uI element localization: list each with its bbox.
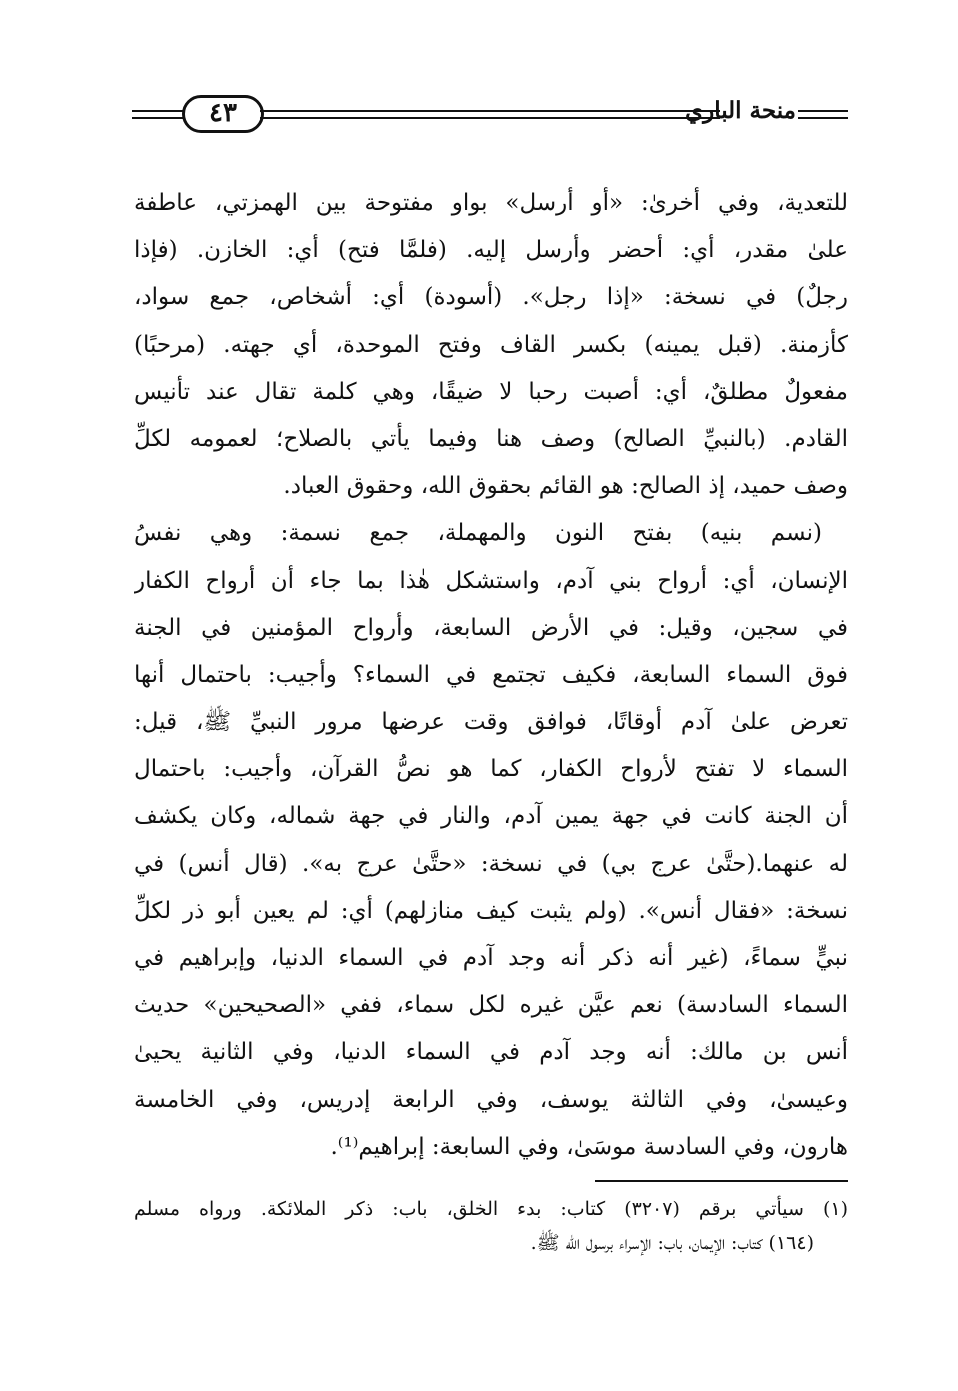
header-rule-right	[798, 110, 848, 119]
text-line: علىٰ مقدر، أي: أحضر وأرسل إليه. (فلمَّا فتح) أي: الخازن. (فإذا	[134, 237, 848, 264]
text-line: مفعولٌ مطلقٌ، أي: أصبت رحبا لا ضيقًا، وهي كلمة تقال عند تأنيس	[134, 378, 848, 405]
text-line: تعرض علىٰ آدم أوقاتًا، فوافق وقت عرضها مرور النبيِّ ﷺ، قيل:	[134, 709, 848, 736]
text-line: أن الجنة كانت في جهة يمين آدم، والنار في جهة شماله، وكان يكشف	[134, 803, 848, 830]
text-line: أنس بن مالك: أنه وجد آدم في السماء الدنيا، وفي الثانية يحيىٰ	[134, 1039, 848, 1066]
text-line: القادم. (بالنبيِّ الصالح) وصف هنا وفيما يأتي بالصلاح؛ لعمومه لكلِّ	[134, 425, 848, 452]
text-line: رجلٌ) في نسخة: «إذا رجل». (أسودة) أي: أشخاص، جمع سواد،	[134, 284, 848, 311]
text-line: كأزمنة. (قبل يمينه) بكسر القاف وفتح الموحدة، أي جهته. (مرحبًا)	[134, 331, 848, 358]
body-text	[134, 180, 848, 1171]
header-rule-middle	[260, 110, 720, 119]
footnote-separator	[595, 1180, 848, 1182]
text-line: السماء لا تفتح لأرواح الكفار، كما هو نصُّ القرآن، وأجيب: باحتمال	[134, 756, 848, 783]
text-line: الإنسان، أي: أرواح بني آدم، واستشكل هٰذا بما جاء أن أرواح الكفار	[134, 567, 848, 594]
text-line-paragraph-start: (نسم بنيه) بفتح النون والمهملة، جمع نسمة: وهي نفسُ	[134, 520, 822, 547]
text-line: فوق السماء السابعة، فكيف تجتمع في السماء؟ وأجيب: باحتمال أنها	[134, 661, 848, 688]
text-line: له عنهما.(حتَّىٰ عرج بي) في نسخة: «حتَّىٰ عرج به». (قال أنس) في	[134, 850, 848, 877]
text-line: وعيسىٰ، وفي الثالثة يوسف، وفي الرابعة إدريس، وفي الخامسة	[134, 1086, 848, 1113]
text-line: السماء السادسة) نعم عيَّن غيره لكل سماء، ففي «الصحيحين» حديث	[134, 992, 848, 1019]
text-line: وصف حميد، إذ الصالح: هو القائم بحقوق الله، وحقوق العباد.	[283, 473, 848, 500]
running-title: منحة الباري	[685, 97, 796, 124]
text-line: نبيٍّ سماءً، (غير أنه ذكر أنه وجد آدم في السماء الدنيا، وإبراهيم في	[134, 945, 848, 971]
page-number: ٤٣	[182, 95, 264, 133]
text-line: هارون، وفي السادسة موسَىٰ، وفي السابعة: إبراهيم⁽¹⁾.	[330, 1133, 848, 1160]
footnote-line: (١) سيأتي برقم (٣٢٠٧) كتاب: بدء الخلق، باب: ذكر الملائكة. ورواه مسلم	[134, 1198, 848, 1220]
footnotes	[134, 1192, 848, 1260]
text-line: للتعدية، وفي أخرىٰ: «أو أرسل» بواو مفتوحة بين الهمزتي، عاطفة	[134, 190, 848, 216]
text-line: في سجين، وقيل: في الأرض السابعة، وأرواح المؤمنين في الجنة	[134, 614, 848, 641]
page-header	[132, 95, 848, 147]
footnote-line: (١٦٤) كتاب: الإيمان، باب: الإسراء برسول الله ﷺ.	[530, 1232, 814, 1254]
text-line: نسخة: «فقال أنس». (ولم يثبت كيف منازلهم) أي: لم يعين أبو ذر لكلِّ	[134, 897, 848, 924]
